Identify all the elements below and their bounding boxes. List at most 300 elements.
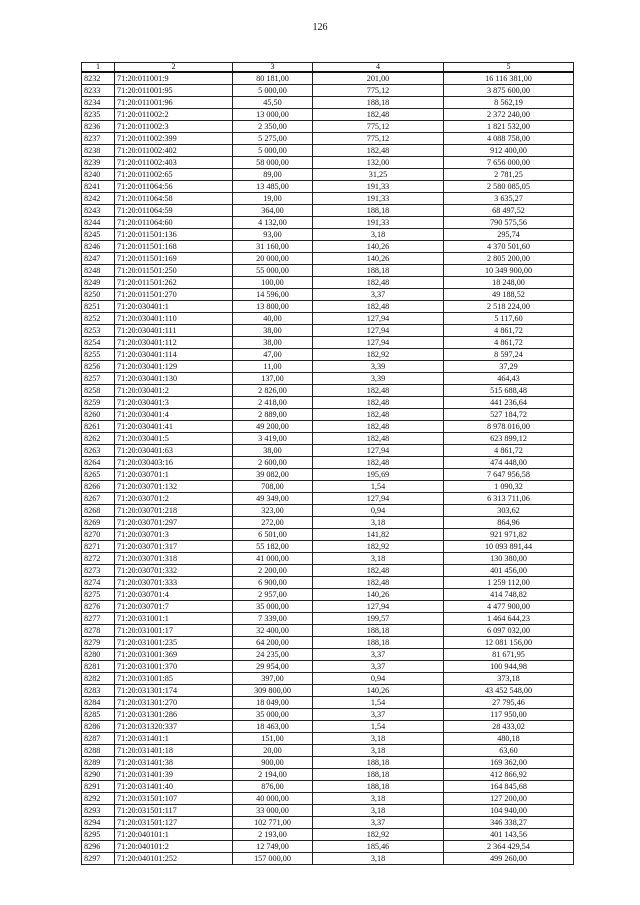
column-header-2: 2 <box>115 63 233 73</box>
value-cell: 10 093 891,44 <box>444 541 574 553</box>
area-cell: 40 000,00 <box>233 793 313 805</box>
rate-cell: 182,48 <box>313 565 444 577</box>
table-body <box>82 72 574 865</box>
value-cell: 2 364 429,54 <box>444 841 574 853</box>
cadastral-number-cell: 71:20:030701:7 <box>115 601 233 613</box>
cadastral-number-cell: 71:20:011002:402 <box>115 145 233 157</box>
cadastral-number-cell: 71:20:030401:63 <box>115 445 233 457</box>
rate-cell: 191,33 <box>313 181 444 193</box>
area-cell: 100,00 <box>233 277 313 289</box>
value-cell: 480,18 <box>444 733 574 745</box>
rate-cell: 182,48 <box>313 385 444 397</box>
area-cell: 13 000,00 <box>233 109 313 121</box>
cadastral-number-cell: 71:20:031001:85 <box>115 673 233 685</box>
area-cell: 39 082,00 <box>233 469 313 481</box>
value-cell: 623 899,12 <box>444 433 574 445</box>
rate-cell: 140,26 <box>313 589 444 601</box>
area-cell: 93,00 <box>233 229 313 241</box>
row-number-cell: 8284 <box>82 697 115 709</box>
table-row <box>82 517 574 529</box>
table-row <box>82 433 574 445</box>
row-number-cell: 8279 <box>82 637 115 649</box>
row-number-cell: 8281 <box>82 661 115 673</box>
area-cell: 19,00 <box>233 193 313 205</box>
area-cell: 29 954,00 <box>233 661 313 673</box>
value-cell: 3 635,27 <box>444 193 574 205</box>
row-number-cell: 8264 <box>82 457 115 469</box>
table-row <box>82 625 574 637</box>
value-cell: 921 971,82 <box>444 529 574 541</box>
value-cell: 373,18 <box>444 673 574 685</box>
column-header-3: 3 <box>233 63 313 73</box>
value-cell: 864,96 <box>444 517 574 529</box>
value-cell: 2 805 200,00 <box>444 253 574 265</box>
value-cell: 37,29 <box>444 361 574 373</box>
table-row <box>82 301 574 313</box>
rate-cell: 191,33 <box>313 217 444 229</box>
table-row <box>82 529 574 541</box>
area-cell: 33 000,00 <box>233 805 313 817</box>
rate-cell: 3,18 <box>313 805 444 817</box>
value-cell: 401 456,00 <box>444 565 574 577</box>
cadastral-number-cell: 71:20:031501:107 <box>115 793 233 805</box>
rate-cell: 199,57 <box>313 613 444 625</box>
value-cell: 6 097 032,00 <box>444 625 574 637</box>
area-cell: 876,00 <box>233 781 313 793</box>
table-row <box>82 205 574 217</box>
area-cell: 7 339,00 <box>233 613 313 625</box>
area-cell: 13 800,00 <box>233 301 313 313</box>
table-row <box>82 385 574 397</box>
area-cell: 309 800,00 <box>233 685 313 697</box>
column-header-1: 1 <box>82 63 115 73</box>
rate-cell: 188,18 <box>313 205 444 217</box>
value-cell: 474 448,00 <box>444 457 574 469</box>
row-number-cell: 8233 <box>82 85 115 97</box>
row-number-cell: 8276 <box>82 601 115 613</box>
value-cell: 43 452 548,00 <box>444 685 574 697</box>
cadastral-number-cell: 71:20:011002:403 <box>115 157 233 169</box>
row-number-cell: 8283 <box>82 685 115 697</box>
rate-cell: 3,18 <box>313 745 444 757</box>
table-row <box>82 337 574 349</box>
area-cell: 24 235,00 <box>233 649 313 661</box>
value-cell: 8 978 016,00 <box>444 421 574 433</box>
rate-cell: 195,69 <box>313 469 444 481</box>
area-cell: 2 193,00 <box>233 829 313 841</box>
row-number-cell: 8244 <box>82 217 115 229</box>
rate-cell: 182,48 <box>313 109 444 121</box>
table-row <box>82 457 574 469</box>
rate-cell: 127,94 <box>313 313 444 325</box>
table-row <box>82 613 574 625</box>
row-number-cell: 8278 <box>82 625 115 637</box>
row-number-cell: 8290 <box>82 769 115 781</box>
table-row <box>82 229 574 241</box>
rate-cell: 3,39 <box>313 373 444 385</box>
table-row <box>82 72 574 85</box>
area-cell: 397,00 <box>233 673 313 685</box>
rate-cell: 182,48 <box>313 409 444 421</box>
row-number-cell: 8274 <box>82 577 115 589</box>
table-row <box>82 265 574 277</box>
table-row <box>82 361 574 373</box>
area-cell: 35 000,00 <box>233 601 313 613</box>
row-number-cell: 8266 <box>82 481 115 493</box>
rate-cell: 0,94 <box>313 673 444 685</box>
row-number-cell: 8285 <box>82 709 115 721</box>
rate-cell: 31,25 <box>313 169 444 181</box>
row-number-cell: 8265 <box>82 469 115 481</box>
row-number-cell: 8256 <box>82 361 115 373</box>
cadastral-number-cell: 71:20:030701:318 <box>115 553 233 565</box>
rate-cell: 188,18 <box>313 637 444 649</box>
table-row <box>82 193 574 205</box>
cadastral-number-cell: 71:20:030701:2 <box>115 493 233 505</box>
table-row <box>82 469 574 481</box>
area-cell: 35 000,00 <box>233 709 313 721</box>
value-cell: 16 116 381,00 <box>444 72 574 85</box>
cadastral-number-cell: 71:20:031001:17 <box>115 625 233 637</box>
table-row <box>82 577 574 589</box>
cadastral-number-cell: 71:20:031001:235 <box>115 637 233 649</box>
rate-cell: 182,48 <box>313 397 444 409</box>
rate-cell: 127,94 <box>313 601 444 613</box>
value-cell: 790 575,56 <box>444 217 574 229</box>
table-row <box>82 181 574 193</box>
row-number-cell: 8243 <box>82 205 115 217</box>
rate-cell: 3,37 <box>313 709 444 721</box>
cadastral-number-cell: 71:20:011002:2 <box>115 109 233 121</box>
row-number-cell: 8268 <box>82 505 115 517</box>
value-cell: 4 861,72 <box>444 325 574 337</box>
row-number-cell: 8239 <box>82 157 115 169</box>
cadastral-number-cell: 71:20:030401:129 <box>115 361 233 373</box>
cadastral-number-cell: 71:20:011002:399 <box>115 133 233 145</box>
table-row <box>82 733 574 745</box>
cadastral-number-cell: 71:20:030401:41 <box>115 421 233 433</box>
area-cell: 323,00 <box>233 505 313 517</box>
area-cell: 6 900,00 <box>233 577 313 589</box>
value-cell: 10 349 900,00 <box>444 265 574 277</box>
area-cell: 272,00 <box>233 517 313 529</box>
rate-cell: 141,82 <box>313 529 444 541</box>
rate-cell: 3,18 <box>313 517 444 529</box>
rate-cell: 127,94 <box>313 493 444 505</box>
value-cell: 4 861,72 <box>444 337 574 349</box>
rate-cell: 775,12 <box>313 121 444 133</box>
value-cell: 5 117,60 <box>444 313 574 325</box>
table-row <box>82 157 574 169</box>
cadastral-number-cell: 71:20:030401:110 <box>115 313 233 325</box>
cadastral-number-cell: 71:20:031501:117 <box>115 805 233 817</box>
cadastral-number-cell: 71:20:030701:3 <box>115 529 233 541</box>
cadastral-number-cell: 71:20:011501:270 <box>115 289 233 301</box>
table-row <box>82 493 574 505</box>
value-cell: 4 861,72 <box>444 445 574 457</box>
row-number-cell: 8250 <box>82 289 115 301</box>
rate-cell: 182,48 <box>313 433 444 445</box>
rate-cell: 3,39 <box>313 361 444 373</box>
area-cell: 5 000,00 <box>233 145 313 157</box>
row-number-cell: 8238 <box>82 145 115 157</box>
cadastral-number-cell: 71:20:011002:3 <box>115 121 233 133</box>
row-number-cell: 8287 <box>82 733 115 745</box>
area-cell: 2 200,00 <box>233 565 313 577</box>
row-number-cell: 8267 <box>82 493 115 505</box>
table-row <box>82 217 574 229</box>
rate-cell: 3,37 <box>313 661 444 673</box>
row-number-cell: 8269 <box>82 517 115 529</box>
value-cell: 169 362,00 <box>444 757 574 769</box>
table-row <box>82 829 574 841</box>
area-cell: 64 200,00 <box>233 637 313 649</box>
area-cell: 3 419,00 <box>233 433 313 445</box>
column-header-5: 5 <box>444 63 574 73</box>
table-row <box>82 97 574 109</box>
value-cell: 2 580 085,05 <box>444 181 574 193</box>
cadastral-number-cell: 71:20:031301:174 <box>115 685 233 697</box>
row-number-cell: 8232 <box>82 72 115 85</box>
cadastral-number-cell: 71:20:030701:332 <box>115 565 233 577</box>
cadastral-number-cell: 71:20:011501:169 <box>115 253 233 265</box>
cadastral-number-cell: 71:20:031001:1 <box>115 613 233 625</box>
area-cell: 80 181,00 <box>233 72 313 85</box>
value-cell: 1 464 644,23 <box>444 613 574 625</box>
area-cell: 41 000,00 <box>233 553 313 565</box>
rate-cell: 188,18 <box>313 769 444 781</box>
cadastral-number-cell: 71:20:031320:337 <box>115 721 233 733</box>
table-row <box>82 349 574 361</box>
row-number-cell: 8293 <box>82 805 115 817</box>
area-cell: 38,00 <box>233 325 313 337</box>
rate-cell: 140,26 <box>313 253 444 265</box>
value-cell: 27 795,46 <box>444 697 574 709</box>
cadastral-number-cell: 71:20:031401:18 <box>115 745 233 757</box>
row-number-cell: 8288 <box>82 745 115 757</box>
row-number-cell: 8247 <box>82 253 115 265</box>
cadastral-number-cell: 71:20:011001:9 <box>115 72 233 85</box>
row-number-cell: 8262 <box>82 433 115 445</box>
value-cell: 527 184,72 <box>444 409 574 421</box>
row-number-cell: 8270 <box>82 529 115 541</box>
value-cell: 441 236,64 <box>444 397 574 409</box>
row-number-cell: 8286 <box>82 721 115 733</box>
value-cell: 100 944,98 <box>444 661 574 673</box>
table-header-row <box>82 63 574 73</box>
area-cell: 32 400,00 <box>233 625 313 637</box>
table-row <box>82 145 574 157</box>
value-cell: 4 088 758,00 <box>444 133 574 145</box>
table-row <box>82 409 574 421</box>
table-row <box>82 121 574 133</box>
area-cell: 38,00 <box>233 445 313 457</box>
row-number-cell: 8296 <box>82 841 115 853</box>
cadastral-number-cell: 71:20:040101:252 <box>115 853 233 865</box>
row-number-cell: 8252 <box>82 313 115 325</box>
table-row <box>82 109 574 121</box>
area-cell: 137,00 <box>233 373 313 385</box>
page-number: 126 <box>312 22 328 33</box>
table-row <box>82 817 574 829</box>
area-cell: 364,00 <box>233 205 313 217</box>
table-row <box>82 505 574 517</box>
cadastral-number-cell: 71:20:031401:38 <box>115 757 233 769</box>
rate-cell: 188,18 <box>313 757 444 769</box>
column-header-4: 4 <box>313 63 444 73</box>
table-row <box>82 169 574 181</box>
cadastral-number-cell: 71:20:011001:95 <box>115 85 233 97</box>
row-number-cell: 8260 <box>82 409 115 421</box>
area-cell: 49 349,00 <box>233 493 313 505</box>
area-cell: 2 889,00 <box>233 409 313 421</box>
rate-cell: 182,92 <box>313 541 444 553</box>
value-cell: 1 821 532,00 <box>444 121 574 133</box>
table-row <box>82 85 574 97</box>
rate-cell: 1,54 <box>313 697 444 709</box>
data-table <box>81 62 574 865</box>
table-row <box>82 325 574 337</box>
area-cell: 900,00 <box>233 757 313 769</box>
area-cell: 31 160,00 <box>233 241 313 253</box>
value-cell: 2 781,25 <box>444 169 574 181</box>
area-cell: 2 600,00 <box>233 457 313 469</box>
cadastral-number-cell: 71:20:040101:1 <box>115 829 233 841</box>
area-cell: 13 485,00 <box>233 181 313 193</box>
row-number-cell: 8255 <box>82 349 115 361</box>
table-row <box>82 253 574 265</box>
rate-cell: 3,37 <box>313 649 444 661</box>
cadastral-number-cell: 71:20:031001:370 <box>115 661 233 673</box>
table-row <box>82 685 574 697</box>
row-number-cell: 8248 <box>82 265 115 277</box>
cadastral-number-cell: 71:20:031001:369 <box>115 649 233 661</box>
value-cell: 412 866,92 <box>444 769 574 781</box>
area-cell: 157 000,00 <box>233 853 313 865</box>
table-row <box>82 445 574 457</box>
row-number-cell: 8295 <box>82 829 115 841</box>
rate-cell: 182,92 <box>313 829 444 841</box>
cadastral-number-cell: 71:20:030401:1 <box>115 301 233 313</box>
cadastral-number-cell: 71:20:030701:317 <box>115 541 233 553</box>
rate-cell: 182,48 <box>313 145 444 157</box>
rate-cell: 188,18 <box>313 265 444 277</box>
area-cell: 2 350,00 <box>233 121 313 133</box>
table-row <box>82 757 574 769</box>
rate-cell: 3,18 <box>313 229 444 241</box>
row-number-cell: 8234 <box>82 97 115 109</box>
area-cell: 47,00 <box>233 349 313 361</box>
rate-cell: 1,54 <box>313 721 444 733</box>
rate-cell: 182,48 <box>313 421 444 433</box>
value-cell: 63,60 <box>444 745 574 757</box>
cadastral-number-cell: 71:20:031401:1 <box>115 733 233 745</box>
table-row <box>82 709 574 721</box>
cadastral-number-cell: 71:20:011064:59 <box>115 205 233 217</box>
table-row <box>82 853 574 865</box>
row-number-cell: 8253 <box>82 325 115 337</box>
cadastral-number-cell: 71:20:011501:168 <box>115 241 233 253</box>
rate-cell: 140,26 <box>313 685 444 697</box>
cadastral-number-cell: 71:20:030701:1 <box>115 469 233 481</box>
rate-cell: 182,48 <box>313 577 444 589</box>
cadastral-number-cell: 71:20:031301:270 <box>115 697 233 709</box>
area-cell: 11,00 <box>233 361 313 373</box>
area-cell: 5 000,00 <box>233 85 313 97</box>
table-row <box>82 781 574 793</box>
row-number-cell: 8292 <box>82 793 115 805</box>
rate-cell: 182,48 <box>313 457 444 469</box>
area-cell: 2 418,00 <box>233 397 313 409</box>
table-row <box>82 769 574 781</box>
table-row <box>82 793 574 805</box>
value-cell: 28 433,02 <box>444 721 574 733</box>
cadastral-number-cell: 71:20:011064:60 <box>115 217 233 229</box>
row-number-cell: 8241 <box>82 181 115 193</box>
row-number-cell: 8254 <box>82 337 115 349</box>
value-cell: 295,74 <box>444 229 574 241</box>
table-row <box>82 601 574 613</box>
area-cell: 20,00 <box>233 745 313 757</box>
cadastral-number-cell: 71:20:030701:333 <box>115 577 233 589</box>
cadastral-number-cell: 71:20:011001:96 <box>115 97 233 109</box>
value-cell: 2 372 240,00 <box>444 109 574 121</box>
rate-cell: 188,18 <box>313 625 444 637</box>
rate-cell: 182,48 <box>313 301 444 313</box>
row-number-cell: 8235 <box>82 109 115 121</box>
table-row <box>82 565 574 577</box>
rate-cell: 185,46 <box>313 841 444 853</box>
area-cell: 89,00 <box>233 169 313 181</box>
row-number-cell: 8277 <box>82 613 115 625</box>
row-number-cell: 8273 <box>82 565 115 577</box>
rate-cell: 191,33 <box>313 193 444 205</box>
value-cell: 164 845,68 <box>444 781 574 793</box>
value-cell: 4 370 501,60 <box>444 241 574 253</box>
area-cell: 20 000,00 <box>233 253 313 265</box>
row-number-cell: 8245 <box>82 229 115 241</box>
value-cell: 1 090,32 <box>444 481 574 493</box>
cadastral-number-cell: 71:20:030701:218 <box>115 505 233 517</box>
rate-cell: 3,18 <box>313 733 444 745</box>
value-cell: 130 380,00 <box>444 553 574 565</box>
area-cell: 14 596,00 <box>233 289 313 301</box>
row-number-cell: 8258 <box>82 385 115 397</box>
cadastral-number-cell: 71:20:030401:114 <box>115 349 233 361</box>
rate-cell: 140,26 <box>313 241 444 253</box>
area-cell: 58 000,00 <box>233 157 313 169</box>
cadastral-number-cell: 71:20:030403:16 <box>115 457 233 469</box>
area-cell: 151,00 <box>233 733 313 745</box>
area-cell: 38,00 <box>233 337 313 349</box>
area-cell: 45,50 <box>233 97 313 109</box>
value-cell: 68 497,52 <box>444 205 574 217</box>
area-cell: 55 000,00 <box>233 265 313 277</box>
value-cell: 346 338,27 <box>444 817 574 829</box>
value-cell: 2 518 224,00 <box>444 301 574 313</box>
table-row <box>82 373 574 385</box>
value-cell: 49 188,52 <box>444 289 574 301</box>
rate-cell: 775,12 <box>313 85 444 97</box>
table-row <box>82 313 574 325</box>
cadastral-number-cell: 71:20:030401:130 <box>115 373 233 385</box>
row-number-cell: 8251 <box>82 301 115 313</box>
row-number-cell: 8249 <box>82 277 115 289</box>
row-number-cell: 8246 <box>82 241 115 253</box>
cadastral-number-cell: 71:20:030701:4 <box>115 589 233 601</box>
row-number-cell: 8261 <box>82 421 115 433</box>
table-row <box>82 277 574 289</box>
